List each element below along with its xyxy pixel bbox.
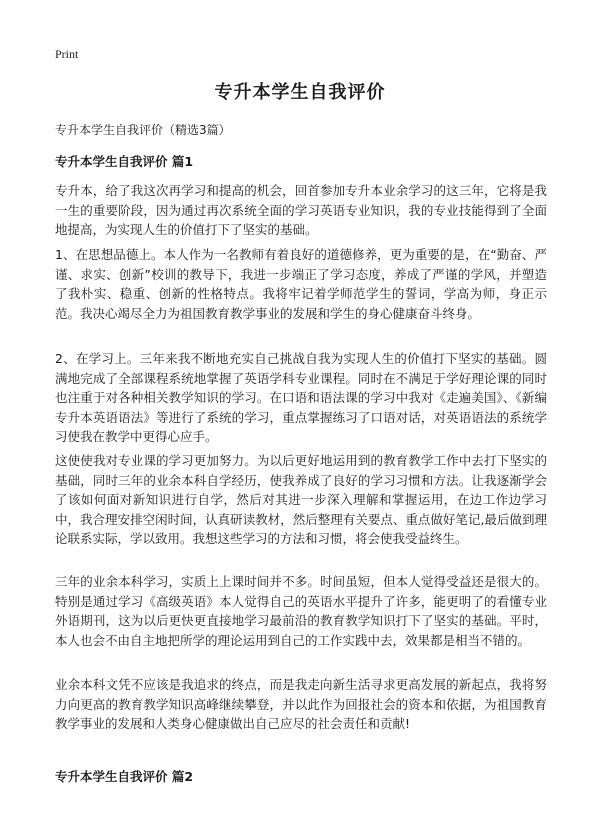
paragraph-intro: 专升本，给了我这次再学习和提高的机会，回首参加专升本业余学习的这三年，它将是我一生的重要阶段，因为通过再次系统全面的学习英语专业知识，我的专业技能得到了全面地提高，为实现人生的价值打下了坚实的基础。 (55, 183, 547, 238)
paragraph-habits: 这使使我对专业课的学习更加努力。为以后更好地运用到的教育教学工作中去打下坚实的基础，同时三年的业余本科自学经历，使我养成了良好的学习习惯和方法。让我逐渐学会了该如何面对新知识进行自学，然后对其进一步深入理解和掌握运用，在边工作边学习中，我合理安排空闲时间，认真研读教材，然后整理有关要点、重点做好笔记,最后做到理论联系实际，学以致用。我想这些学习的方法和习惯，将会使我受益终生。 (55, 453, 547, 547)
document-subtitle: 专升本学生自我评价（精选3篇） (55, 123, 231, 137)
section-heading-1: 专升本学生自我评价 篇1 (55, 154, 194, 169)
paragraph-study: 2、在学习上。三年来我不断地充实自己挑战自我为实现人生的价值打下坚实的基础。圆满地完成了全部课程系统地掌握了英语学科专业课程。同时在不满足于学好理论课的同时也注重于对各种相关教学知识的学习。在口语和语法课的学习中我对《走遍美国》、《新编专升本英语语法》等进行了系统的学习，重点掌握练习了口语对话，对英语语法的系统学习使我在教学中更得心应手。 (55, 351, 547, 445)
print-link[interactable]: Print (55, 47, 79, 61)
section-heading-2: 专升本学生自我评价 篇2 (55, 769, 194, 784)
paragraph-moral: 1、在思想品德上。本人作为一名教师有着良好的道德修养，更为重要的是，在“勤奋、严谨、求实、创新”校训的教导下，我进一步端正了学习态度，养成了严谨的学风，并塑造了我朴实、稳重、创新的性格特点。我将牢记着学师范学生的誓词，学高为师，身正示范。我决心竭尽全力为祖国教育教学事业的发展和学生的身心健康奋斗终身。 (55, 247, 547, 321)
page-title: 专升本学生自我评价 (214, 82, 386, 103)
paragraph-results: 三年的业余本科学习，实质上上课时间并不多。时间虽短，但本人觉得受益还是很大的。特别是通过学习《高级英语》本人觉得自己的英语水平提升了许多，能更明了的看懂专业外语期刊，这为以后更快更直接地学习最前沿的教育教学知识打下了坚实的基础。平时，本人也会不由自主地把所学的理论运用到自己的工作实践中去，效果都是相当不错的。 (55, 574, 547, 648)
paragraph-conclusion: 业余本科文凭不应该是我追求的终点，而是我走向新生活寻求更高发展的新起点，我将努力向更高的教育教学知识高峰继续攀登，并以此作为回报社会的资本和依据，为祖国教育教学事业的发展和人类身心健康做出自己应尽的社会责任和贡献! (55, 677, 547, 732)
